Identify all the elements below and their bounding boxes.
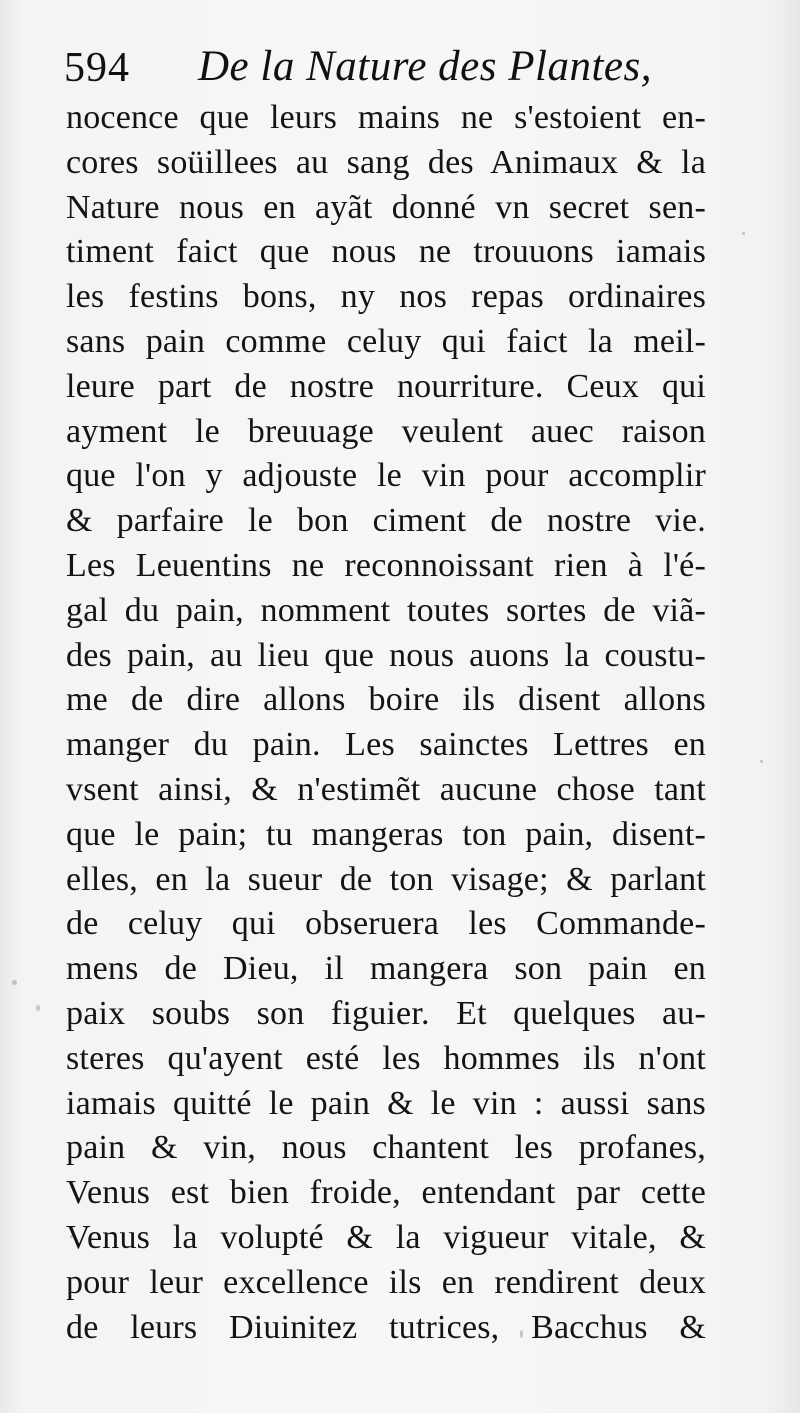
text-line: timent faict que nous ne trouuons iamais bbox=[66, 233, 706, 271]
text-line: pain & vin, nous chantent les profanes, bbox=[66, 1129, 706, 1167]
text-line: me de dire allons boire ils disent allons bbox=[66, 681, 706, 719]
text-line: vsent ainsi, & n'estimẽt aucune chose tant bbox=[66, 770, 706, 808]
page-header bbox=[64, 42, 724, 98]
text-line: & parfaire le bon ciment de nostre vie. bbox=[66, 502, 706, 540]
text-line: de leurs Diuinitez tutrices, Bacchus & bbox=[66, 1308, 706, 1346]
text-line: sans pain comme celuy qui faict la meil- bbox=[66, 322, 706, 360]
text-line: mens de Dieu, il mangera son pain en bbox=[66, 950, 706, 988]
text-line: leure part de nostre nourriture. Ceux qui bbox=[66, 367, 706, 405]
text-line: Les Leuentins ne reconnoissant rien à l'é- bbox=[66, 546, 706, 584]
text-line: des pain, au lieu que nous auons la coustu- bbox=[66, 636, 706, 674]
text-line: de celuy qui obseruera les Commande- bbox=[66, 905, 706, 943]
text-line: cores soüillees au sang des Animaux & la bbox=[66, 143, 706, 181]
text-line: paix soubs son figuier. Et quelques au- bbox=[66, 994, 706, 1032]
body-text bbox=[66, 96, 706, 1350]
text-line: pour leur excellence ils en rendirent deux bbox=[66, 1263, 706, 1301]
text-line: elles, en la sueur de ton visage; & parlant bbox=[66, 860, 706, 898]
page-number: 594 bbox=[64, 45, 130, 91]
text-line: steres qu'ayent esté les hommes ils n'ont bbox=[66, 1039, 706, 1077]
text-line: Nature nous en ayãt donné vn secret sen- bbox=[66, 188, 706, 226]
text-line: gal du pain, nomment toutes sortes de viã- bbox=[66, 591, 706, 629]
paper-speck bbox=[12, 980, 17, 985]
text-line: les festins bons, ny nos repas ordinaires bbox=[66, 278, 706, 316]
paper-speck bbox=[760, 760, 763, 763]
paper-speck bbox=[36, 1005, 40, 1011]
text-line: iamais quitté le pain & le vin : aussi sans bbox=[66, 1084, 706, 1122]
text-line: manger du pain. Les sainctes Lettres en bbox=[66, 726, 706, 764]
paper-speck bbox=[742, 232, 745, 235]
text-line: Venus la volupté & la vigueur vitale, & bbox=[66, 1218, 706, 1256]
text-line: ayment le breuuage veulent auec raison bbox=[66, 412, 706, 450]
text-line: nocence que leurs mains ne s'estoient en- bbox=[66, 99, 706, 136]
text-line: que le pain; tu mangeras ton pain, disent- bbox=[66, 815, 706, 853]
text-line: Venus est bien froide, entendant par cette bbox=[66, 1174, 706, 1212]
text-line: que l'on y adjouste le vin pour accomplir bbox=[66, 457, 706, 495]
running-title: De la Nature des Plantes, bbox=[198, 43, 652, 90]
